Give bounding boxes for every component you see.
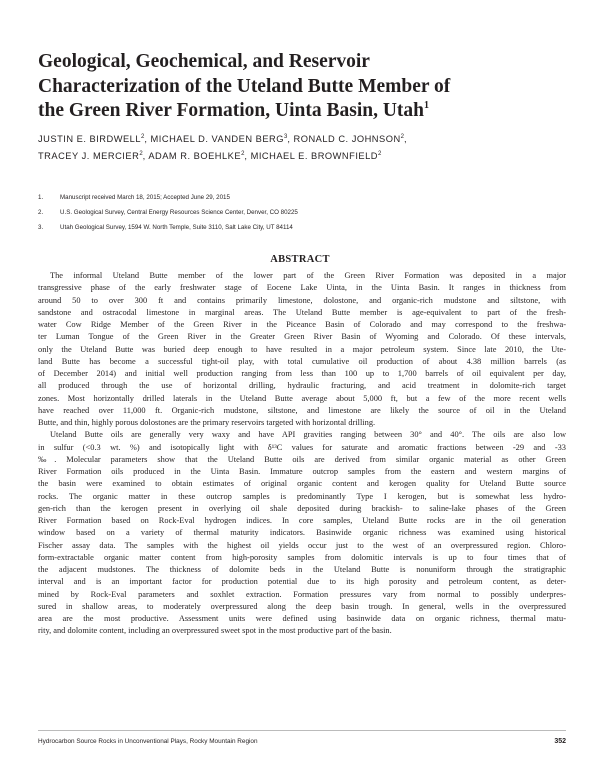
paragraph-line: gen-rich than the kerogen present in overlying oil shale deposited during brackish- to saline-lake phases of the Green [38,503,566,513]
footnote-text: Utah Geological Survey, 1594 W. North Temple, Suite 3110, Salt Lake City, UT 84114 [60,224,293,231]
paragraph-line: Fischer assay data. The samples with the highest oil yields occur just to the west of an overpressured region. Chloro- [38,540,566,550]
paragraph-line: ter Luman Tongue of the Green River in the Greater Green River Basin of Wyoming and Colorado. Of these intervals, [38,332,566,342]
author-name: MICHAEL E. BROWNFIELD [250,150,378,161]
paragraph-line: ‰. Molecular parameters show that the Uteland Butte oils are derived from similar organic material as other Green [38,454,566,464]
paragraph-line: interval and is an important factor for production potential due to its high porosity and petroleum content, as deter- [38,577,566,587]
footnote-list [38,190,578,235]
footnote-text: U.S. Geological Survey, Central Energy Resources Science Center, Denver, CO 80225 [60,209,298,216]
paragraph-line: in sulfur (<0.3 wt. %) and isotopically light with δ¹³C values for saturate and aromatic fractions between -29 and -33 [38,442,566,452]
paragraph-line: area are the most productive. Assessment units were defined using basinwide data on organic richness, thermal matu- [38,614,566,623]
author-affiliation-mark: 2 [139,150,143,157]
author-line: JUSTIN E. BIRDWELL$^2$, MICHAEL D. VANDEN BERG$^3$, RONALD C. JOHNSON$^2$, [38,134,408,144]
author-name: JUSTIN E. BIRDWELL [38,134,142,144]
author-affiliation-mark: 2 [400,134,405,140]
author-name: MICHAEL D. VANDEN BERG [150,134,284,144]
abstract-paragraph-1 [38,270,566,429]
footnote [38,205,578,220]
author-affiliation-mark: 2 [141,134,145,140]
author-affiliation-mark: 3 [283,134,288,140]
title-line: Geological, Geochemical, and Reservoir [38,51,370,72]
paragraph-line: mined by Rock-Eval parameters and soxhlet extraction. Formation pressures vary from normal to possibly underpres- [38,589,566,599]
paragraph-line: the basin were examined to obtain estimates of original organic content and kerogen quality for Uteland Butte source [38,479,566,489]
paragraph-line: transgressive phase of the early freshwater stage of Eocene Lake Uinta, in the Uinta Basin. It ranges in thickness from [38,283,566,293]
paragraph-line: land Butte has become a successful tight-oil play, with total cumulative oil production of about 4.38 million barrels (as [38,356,566,366]
paragraph-line: Butte, and thin, highly porous dolostones are the primary reservoirs targeted with horizontal drilling. [38,418,376,427]
footnote [38,220,578,235]
paragraph-line: have reached over 11,000 ft. Organic-rich mudstone, siltstone, and limestone are likely the source of oil in the Uteland [38,405,566,415]
footnote-number: 1. [38,194,44,201]
paragraph-line: all produced through the use of horizontal drilling, hydraulic fracturing, and acid treatment in dolomite-rich target [38,381,566,391]
author-affiliation-mark: 2 [241,150,245,157]
footnote-number: 3. [38,224,44,231]
author-list [38,131,578,164]
author-line: TRACEY J. MERCIER$^2$, ADAM R. BOEHLKE$^2$, MICHAEL E. BROWNFIELD$^2$ [38,150,382,161]
paragraph-line: form-extractable organic matter content from high-porosity samples from dolomitic intervals is up to four times that of [38,552,566,562]
paragraph-line: River Formation based on Rock-Eval hydrogen indices. In core samples, Uteland Butte rocks are in the oil generation [38,516,566,525]
paragraph-line: rity, and dolomite content, including an overpressured sweet spot in the most productive part of the basin. [38,626,392,636]
author-name: RONALD C. JOHNSON [293,134,401,144]
paragraph-line: around 50 to over 300 ft and contains primarily limestone, dolostone, and organic-rich mudstone and siltstone, with [38,295,566,305]
title-line: the Green River Formation, Uinta Basin, Utah [38,100,425,121]
footer-publication: Hydrocarbon Source Rocks in Unconventional Plays, Rocky Mountain Region [38,738,258,745]
paragraph-line: sured in shallow areas, to moderately overpressured along the deep basin trough. In general, wells in the overpressured [38,601,566,611]
paragraph-line: the adjacent mudstones. The thickness of dolomite beds in the Uteland Butte is nonuniform through the stratigraphic [38,565,566,574]
paragraph-line: zones. Most horizontally drilled laterals in the Uteland Butte average about 5,000 ft, but a few of the more recent wells [38,393,566,403]
author-affiliation-mark: 2 [378,150,382,157]
paragraph-line: sandstone and ostracodal limestone in marginal areas. The Uteland Butte member is age-equivalent to part of the fresh- [38,307,566,317]
footnote [38,190,578,205]
abstract-body [38,270,566,638]
paragraph-line: only the Uteland Butte was buried deep enough to have resulted in a major petroleum system. Since late 2010, the Ute- [38,344,566,354]
paragraph-line: window based on a variety of thermal maturity indicators. Basinwide organic richness was examined using historical [38,528,566,538]
footnote-text: Manuscript received March 18, 2015; Accepted June 29, 2015 [60,194,230,201]
title-footnote-mark: 1 [424,100,430,111]
abstract-heading: ABSTRACT [270,254,330,265]
author-name: TRACEY J. MERCIER [38,150,140,161]
paragraph-line: River Formation oils produced in the Uinta Basin. Immature outcrop samples from the eastern and western margins of [38,467,566,476]
paragraph-line: water Cow Ridge Member of the Green River in the Piceance Basin of Colorado and may correspond to the freshwa- [38,320,566,329]
paragraph-line: The informal Uteland Butte member of the lower part of the Green River Formation was deposited in a major [50,271,566,280]
page-number: 352 [554,738,566,745]
paragraph-line: Uteland Butte oils are generally very waxy and have API gravities ranging between 30° and 40°. The oils are also low [50,430,566,440]
abstract-paragraph-2 [38,429,566,637]
title-line: Characterization of the Uteland Butte Member of [38,75,451,97]
paragraph-line: rocks. The organic matter in these outcrop samples is predominantly Type I kerogen, but is somewhat less hydro- [38,491,566,501]
paragraph-line: of December 2014) and initial well production ranging from less than 100 up to 1,700 barrels of oil equivalent per day, [38,369,566,378]
page-footer [38,738,566,745]
footer-rule [38,730,566,731]
paper-title [38,50,568,124]
author-name: ADAM R. BOEHLKE [148,150,242,161]
footnote-number: 2. [38,209,44,216]
